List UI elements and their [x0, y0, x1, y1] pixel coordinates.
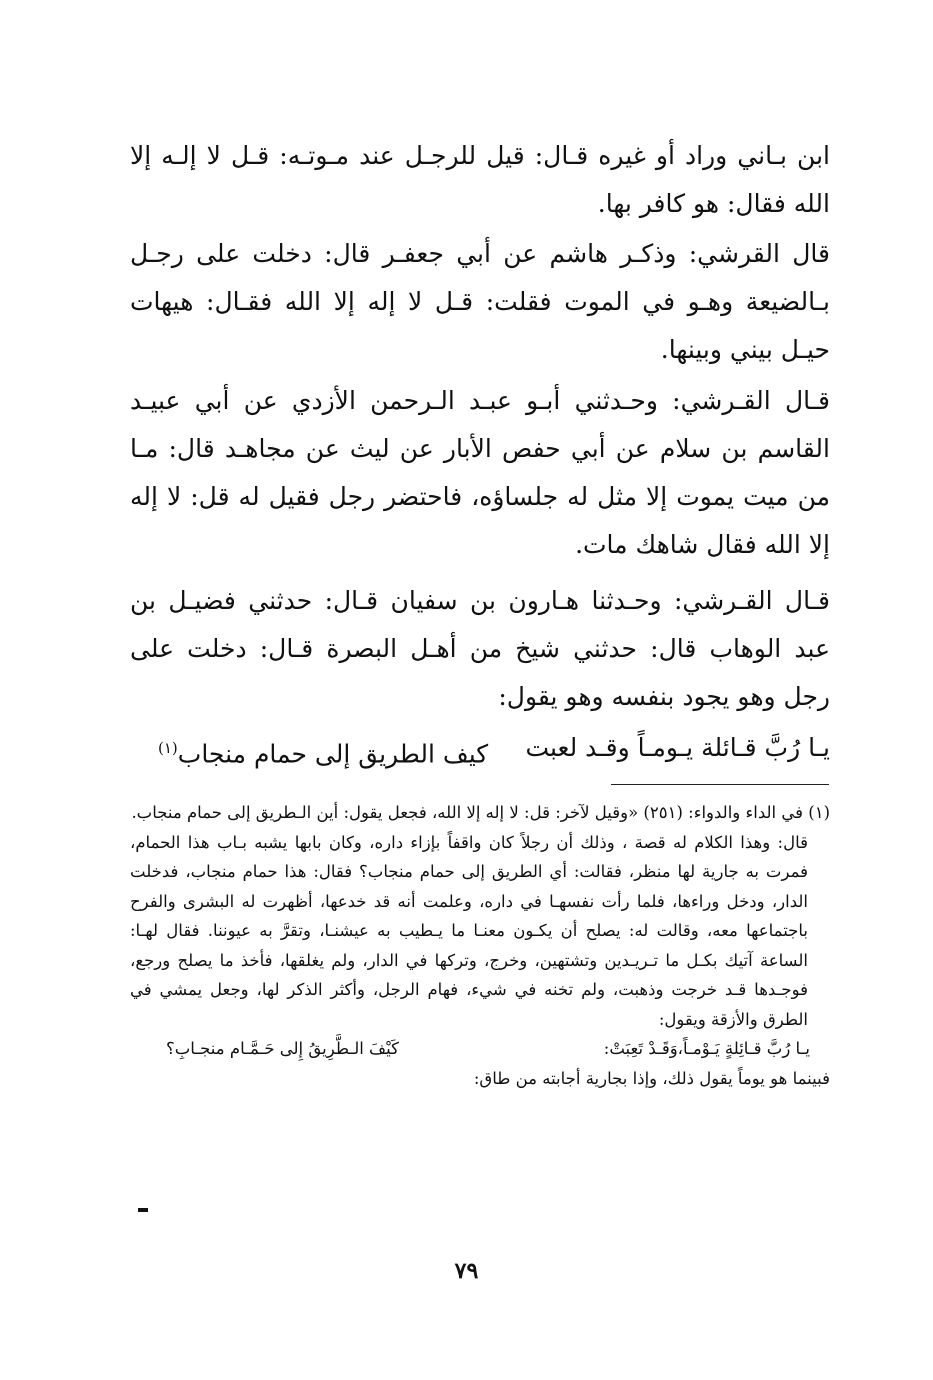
footnote-separator — [611, 784, 829, 785]
footnote-story: قال: وهذا الكلام له قصة ، وذلك أن رجلاً كان واقفاً بإزاء داره، وكان بابها يشبه بـاب هذا الحمام، فمرت به جارية لها منظر، فقالت: أي الطريق إلى حمام منجاب؟ فقال: هذا حمام منجاب، فدخلت الدار، ودخل وراءها، فلما رأت نفسهـا في داره، وعلمت أنه قد خدعها، أظهرت له البشرى والفرح باجتماعها معه، وقالت له: يصلح أن يكـون معنـا ما يـطيب به عيشنـا، وتقرَّ به عيوننا. فقال لهـا: الساعة آتيك بكـل ما تـريـدين وتشتهين، وخرج، وتركها في الدار، ولم يغلقها، فأخذ ما يصلح ورجع، فوجـدها قـد خرجت وذهبت، ولم تخنه في شيء، فهام الرجل، وأكثر الذكر لها، وجعل يمشي في الطرق والأزقة ويقول: — [130, 832, 808, 1029]
footnote-verse-second: كَيْفَ الـطَّرِيقُ إِلى حَـمَّـام منجـابِ؟ — [166, 1039, 399, 1058]
footnotes-section — [130, 798, 830, 1093]
footnote-end: فبينما هو يوماً يقول ذلك، وإذا بجارية أجابته من طاق: — [473, 1068, 830, 1088]
paragraph-text: قـال القـرشي: وحـدثني أبـو عبـد الـرحمن الأزدي عن أبي عبيـد القاسم بن سلام عن أبي حفص الأبار عن ليث عن مجاهـد قال: مـا من ميت يموت إلا مثل له جلساؤه، فاحتضر رجل فقيل له قل: لا إله إلا الله فقال شاهك مات. — [130, 386, 830, 559]
footnote-verse — [130, 1034, 830, 1064]
main-paragraph — [130, 230, 830, 374]
footnote-intro: (١) في الداء والدواء: (٢٥١) «وقيل لآخر: قل: لا إله إلا الله، فجعل يقول: أين الـطريق إلى حمام منجاب. — [131, 803, 830, 822]
main-paragraph — [130, 132, 830, 228]
verse-first-hemistich: يـا رُبَّ قـائلة يـومـاً وقـد لعبت — [525, 733, 830, 762]
paragraph-text: قـال القـرشي: وحـدثنا هـارون بن سفيان قـال: حدثني فضيـل بن عبد الوهاب قال: حدثني شيخ من أهـل البصرة قـال: دخلت على رجل وهو يجود بنفسه وهو يقول: — [130, 586, 830, 711]
main-paragraph — [130, 577, 830, 721]
continuation-dash — [138, 1208, 148, 1212]
paragraph-text: قال القرشي: وذكـر هاشم عن أبي جعفـر قال: دخلت على رجـل بـالضيعة وهـو في الموت فقلت: قـل لا إله إلا الله فقـال: هيهات حيـل بيني وبينها. — [130, 239, 830, 364]
footnote-marker: (١) — [158, 739, 178, 757]
paragraph-text: ابن بـاني وراد أو غيره قـال: قيل للرجـل عند مـوتـه: قـل لا إلـه إلا الله فقال: هو كافر بها. — [130, 141, 830, 218]
main-paragraph — [130, 377, 830, 569]
verse-second-hemistich: كيف الطريق إلى حمام منجاب — [177, 739, 489, 769]
verse-second-hemistich-wrap — [130, 724, 488, 778]
page-number: ٧٩ — [454, 1258, 479, 1284]
footnote-verse-first: يـا رُبَّ قـائِلةٍ يَـوْمـاً،وَقَـدْ تَعِبَتْ: — [603, 1039, 810, 1058]
poem-verse — [130, 724, 830, 778]
